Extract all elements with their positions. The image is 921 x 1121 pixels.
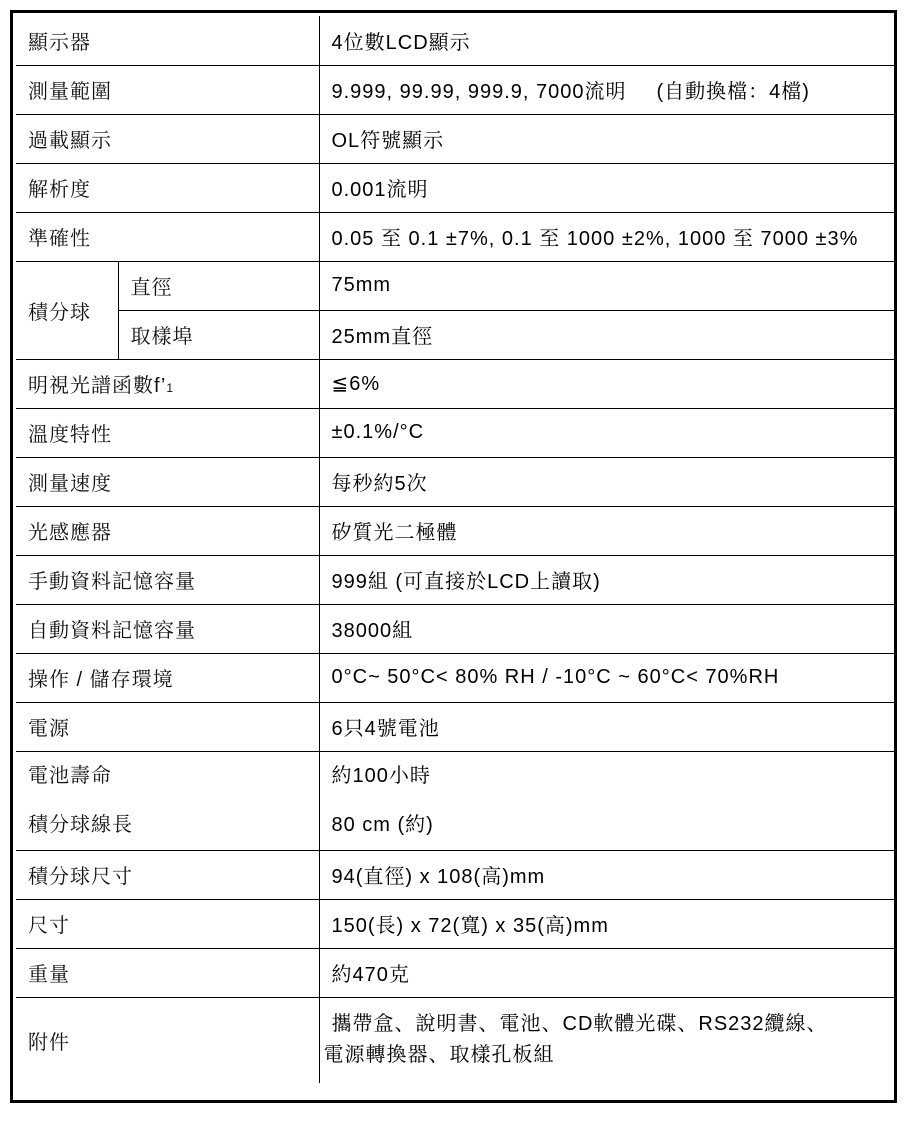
row-label: 附件 — [16, 997, 319, 1083]
row-label — [16, 751, 319, 850]
row-label: 測量速度 — [16, 457, 319, 506]
table-row — [16, 604, 895, 653]
row-label: 顯示器 — [16, 16, 319, 65]
row-label: 解析度 — [16, 163, 319, 212]
spec-table — [16, 16, 895, 1083]
group-label-sphere: 積分球 — [16, 261, 118, 359]
row-value — [319, 997, 895, 1083]
value-cable-length: 80 cm (約) — [331, 813, 434, 836]
row-value — [319, 65, 895, 114]
row-value — [319, 751, 895, 850]
row-value: 94(直徑) x 108(高)mm — [319, 850, 895, 899]
table-row — [16, 506, 895, 555]
row-value: 約470克 — [319, 948, 895, 997]
label-battery-life: 電池壽命 — [28, 764, 112, 787]
table-row — [16, 850, 895, 899]
row-value: 6只4號電池 — [319, 702, 895, 751]
sub-row-label: 取樣埠 — [118, 310, 319, 359]
accessories-line-1: 攜帶盒、說明書、電池、CD軟體光碟、RS232纜線、 — [331, 1013, 828, 1036]
table-row — [16, 899, 895, 948]
row-value: 0.05 至 0.1 ±7%, 0.1 至 1000 ±2%, 1000 至 7000 ±3% — [319, 212, 895, 261]
row-value: 38000組 — [319, 604, 895, 653]
row-label: 過載顯示 — [16, 114, 319, 163]
table-row — [16, 457, 895, 506]
row-value: 150(長) x 72(寬) x 35(高)mm — [319, 899, 895, 948]
row-value: 矽質光二極體 — [319, 506, 895, 555]
row-value: ≦6% — [319, 359, 895, 408]
table-row — [16, 359, 895, 408]
row-value: 0°C~ 50°C< 80% RH / -10°C ~ 60°C< 70%RH — [319, 653, 895, 702]
range-note: (自動換檔：4檔) — [656, 81, 810, 103]
table-row — [16, 16, 895, 65]
table-row — [16, 555, 895, 604]
row-label: 重量 — [16, 948, 319, 997]
row-label: 手動資料記憶容量 — [16, 555, 319, 604]
row-value: OL符號顯示 — [319, 114, 895, 163]
row-label: 積分球尺寸 — [16, 850, 319, 899]
row-label — [16, 359, 319, 408]
value-battery-life: 約100小時 — [331, 764, 431, 787]
accessories-line-2: 電源轉換器、取樣孔板組 — [323, 1044, 555, 1067]
row-label: 操作 / 儲存環境 — [16, 653, 319, 702]
row-label: 尺寸 — [16, 899, 319, 948]
table-row — [16, 65, 895, 114]
table-row — [16, 310, 895, 359]
table-row — [16, 948, 895, 997]
row-label: 測量範圍 — [16, 65, 319, 114]
row-value: 999組 (可直接於LCD上讀取) — [319, 555, 895, 604]
sub-row-label: 直徑 — [118, 261, 319, 310]
row-value: 4位數LCD顯示 — [319, 16, 895, 65]
table-row — [16, 653, 895, 702]
table-row — [16, 702, 895, 751]
row-value: 每秒約5次 — [319, 457, 895, 506]
row-label: 自動資料記憶容量 — [16, 604, 319, 653]
table-row — [16, 997, 895, 1083]
row-value: 25mm直徑 — [319, 310, 895, 359]
table-row — [16, 163, 895, 212]
row-label: 準確性 — [16, 212, 319, 261]
label-text: 明視光譜函數f’ — [28, 375, 167, 397]
table-row — [16, 408, 895, 457]
table-row — [16, 114, 895, 163]
table-row — [16, 212, 895, 261]
row-value: ±0.1%/°C — [319, 408, 895, 457]
label-subscript: 1 — [166, 381, 175, 395]
table-row — [16, 261, 895, 310]
row-label: 光感應器 — [16, 506, 319, 555]
label-cable-length: 積分球線長 — [28, 813, 133, 836]
row-label: 溫度特性 — [16, 408, 319, 457]
row-value: 0.001流明 — [319, 163, 895, 212]
row-value: 75mm — [319, 261, 895, 310]
range-values: 9.999, 99.99, 999.9, 7000流明 — [331, 81, 627, 103]
table-row-merged — [16, 751, 895, 850]
row-label: 電源 — [16, 702, 319, 751]
